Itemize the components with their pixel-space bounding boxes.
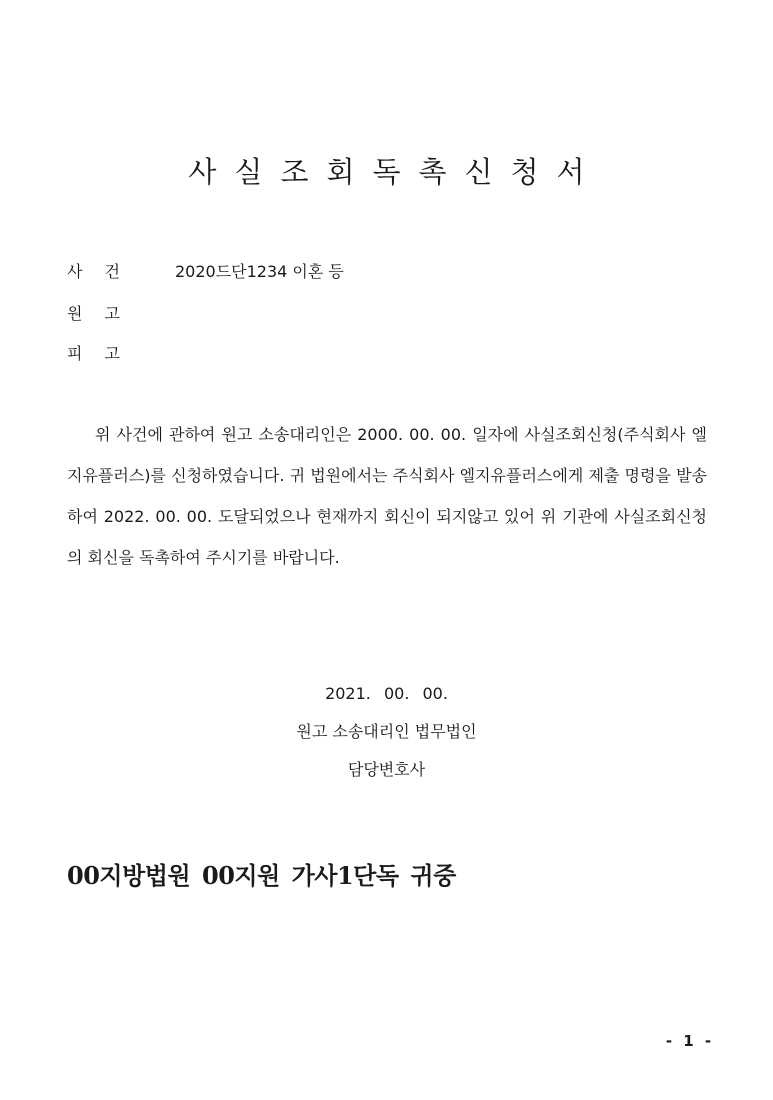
page-title: 사실조회독촉신청서 bbox=[188, 155, 603, 189]
signature-firm: 원고 소송대리인 법무법인 bbox=[296, 722, 477, 741]
plaintiff-row bbox=[67, 304, 175, 324]
case-label: 사건 bbox=[67, 262, 142, 281]
signature-block bbox=[0, 684, 773, 798]
body-paragraph: 위 사건에 관하여 원고 소송대리인은 2000. 00. 00. 일자에 사실조회신청(주식회사 엘지유플러스)를 신청하였습니다. 귀 법원에서는 주식회사 엘지유플러스에게 제출 명령을 발송하여 2022. 00. 00. 도달되었으나 현재까지 회신이 되지않고 있어 위 기관에 사실조회신청의 회신을 독촉하여 주시기를 바랍니다. bbox=[67, 425, 707, 567]
signature-attorney: 담당변호사 bbox=[347, 760, 426, 779]
case-number: 2020드단1234 이혼 등 bbox=[175, 262, 344, 281]
signature-date: 2021. 00. 00. bbox=[325, 684, 448, 703]
plaintiff-label: 원고 bbox=[67, 304, 142, 323]
defendant-row bbox=[67, 344, 175, 364]
page-number: - 1 - bbox=[665, 1032, 715, 1050]
case-row bbox=[67, 262, 344, 282]
addressee: 00지방법원 00지원 가사1단독 귀중 bbox=[67, 861, 456, 890]
defendant-label: 피고 bbox=[67, 344, 142, 363]
